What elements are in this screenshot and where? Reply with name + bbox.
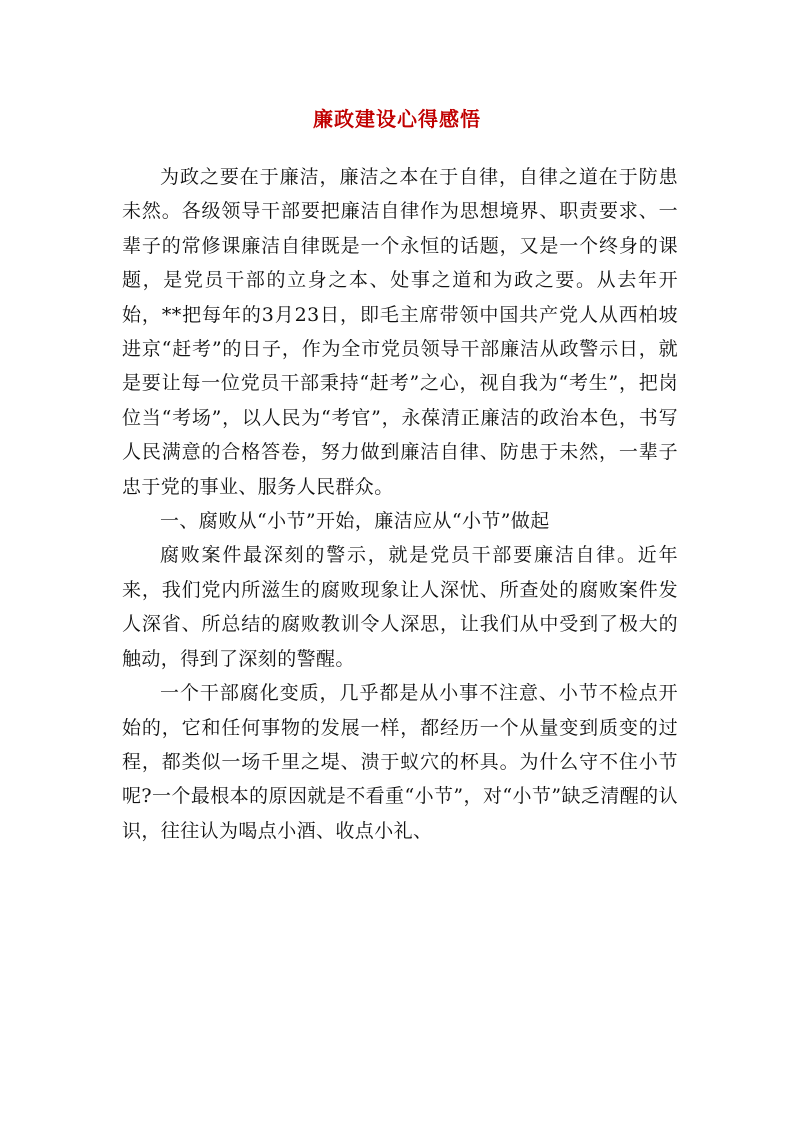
document-title: 廉政建设心得感悟 [313,107,481,131]
paragraph-warning: 腐败案件最深刻的警示，就是党员干部要廉洁自律。近年来，我们党内所滋生的腐败现象让人深忧、所查处的腐败案件发人深省、所总结的腐败教训令人深思，让我们从中受到了极大的触动，得到了深刻的警醒。 [122,544,678,670]
document-body [122,160,678,848]
paragraph-intro: 为政之要在于廉洁，廉洁之本在于自律，自律之道在于防患未然。各级领导干部要把廉洁自律作为思想境界、职责要求、一辈子的常修课廉洁自律既是一个永恒的话题，又是一个终身的课题，是党员干部的立身之本、处事之道和为政之要。从去年开始，**把每年的3月23日，即毛主席带领中国共产党人从西柏坡进京“赶考”的日子，作为全市党员领导干部廉洁从政警示日，就是要让每一位党员干部秉持“赶考”之心，视自我为“考生”，把岗位当“考场”，以人民为“考官”，永葆清正廉洁的政治本色，书写人民满意的合格答卷，努力做到廉洁自律、防患于未然，一辈子忠于党的事业、服务人民群众。 [122,166,678,498]
section-heading-1: 一、腐败从“小节”开始，廉洁应从“小节”做起 [160,510,550,533]
paragraph-small-matters: 一个干部腐化变质，几乎都是从小事不注意、小节不检点开始的，它和任何事物的发展一样，都经历一个从量变到质变的过程，都类似一场千里之堤、溃于蚁穴的杯具。为什么守不住小节呢?一个最根本的原因就是不看重“小节”，对“小节”缺乏清醒的认识，往往认为喝点小酒、收点小礼、 [122,682,678,842]
